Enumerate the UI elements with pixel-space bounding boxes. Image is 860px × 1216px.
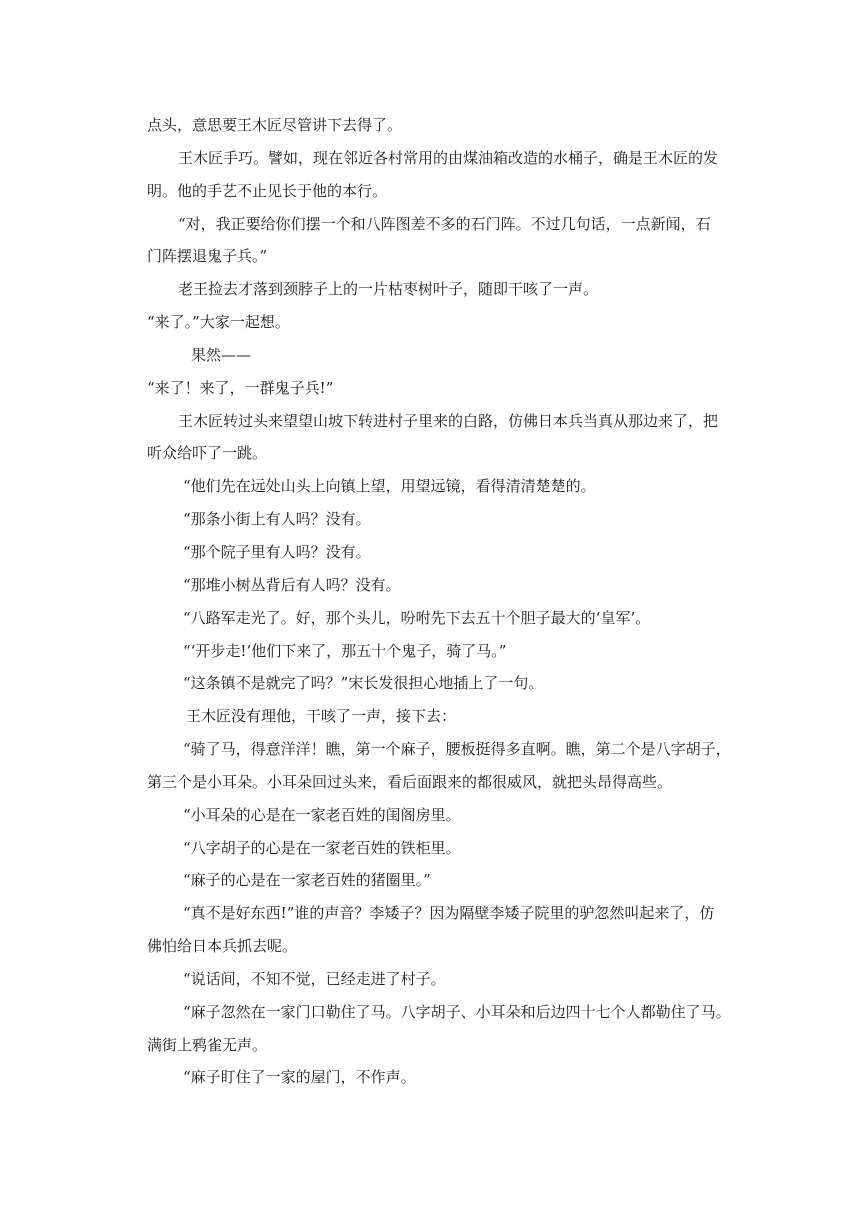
text-line-24: “麻子的心是在一家老百姓的猪圈里。” <box>183 871 431 890</box>
text-line-25: “真不是好东西!”谁的声音？李矮子？因为隔壁李矮子院里的驴忽然叫起来了，仿 <box>183 904 715 923</box>
text-line-20: “骑了马，得意洋洋！瞧，第一个麻子，腰板挺得多直啊。瞧，第二个是八字胡子， <box>183 740 731 759</box>
text-line-9: “来了！来了，一群鬼子兵!” <box>147 378 334 397</box>
text-line-1: 点头，意思要王木匠尽管讲下去得了。 <box>147 116 403 134</box>
text-line-7: “来了。”大家一起想。 <box>147 313 290 332</box>
text-line-21: 第三个是小耳朵。小耳朵回过头来，看后面跟来的都很威风，就把头昂得高些。 <box>147 772 673 791</box>
text-line-16: “八路军走光了。好，那个头儿，吩咐先下去五十个胆子最大的‘皇军’。 <box>183 608 651 627</box>
story-text <box>147 109 737 1094</box>
text-line-23: “八字胡子的心是在一家老百姓的铁柜里。 <box>183 838 461 857</box>
text-line-6: 老王捡去才落到颈脖子上的一片枯枣树叶子，随即干咳了一声。 <box>178 280 599 299</box>
text-line-17: “‘开步走!’他们下来了，那五十个鬼子，骑了马。” <box>183 641 507 660</box>
text-line-3: 明。他的手艺不止见长于他的本行。 <box>147 181 388 200</box>
text-line-19: 王木匠没有理他，干咳了一声，接下去： <box>186 707 457 726</box>
text-line-8: 果然—— <box>191 345 252 364</box>
text-line-29: 满街上鸦雀无声。 <box>147 1035 268 1054</box>
text-line-5: 门阵摆退鬼子兵。” <box>147 247 268 266</box>
text-line-13: “那条小街上有人吗？没有。 <box>183 510 371 529</box>
text-line-14: “那个院子里有人吗？没有。 <box>183 542 371 561</box>
text-line-12: “他们先在远处山头上向镇上望，用望远镜，看得清清楚楚的。 <box>183 477 596 496</box>
text-line-2: 王木匠手巧。譬如，现在邻近各村常用的由煤油箱改造的水桶子，确是王木匠的发 <box>178 148 719 167</box>
text-line-4: “对，我正要给你们摆一个和八阵图差不多的石门阵。不过几句话，一点新闻，石 <box>178 214 711 233</box>
text-line-26: 佛怕给日本兵抓去呢。 <box>147 937 298 956</box>
text-line-10: 王木匠转过头来望望山坡下转进村子里来的白路，仿佛日本兵当真从那边来了，把 <box>178 411 719 430</box>
text-line-11: 听众给吓了一跳。 <box>147 444 268 463</box>
text-line-30: “麻子盯住了一家的屋门，不作声。 <box>183 1068 416 1087</box>
text-line-27: “说话间，不知不觉，已经走进了村子。 <box>183 969 446 988</box>
text-line-28: “麻子忽然在一家门口勒住了马。八字胡子、小耳朵和后边四十七个人都勒住了马。 <box>183 1002 731 1021</box>
text-line-22: “小耳朵的心是在一家老百姓的闺阁房里。 <box>183 805 461 824</box>
text-line-18: “这条镇不是就完了吗？”宋长发很担心地插上了一句。 <box>183 674 544 693</box>
text-line-15: “那堆小树丛背后有人吗？没有。 <box>183 575 401 594</box>
